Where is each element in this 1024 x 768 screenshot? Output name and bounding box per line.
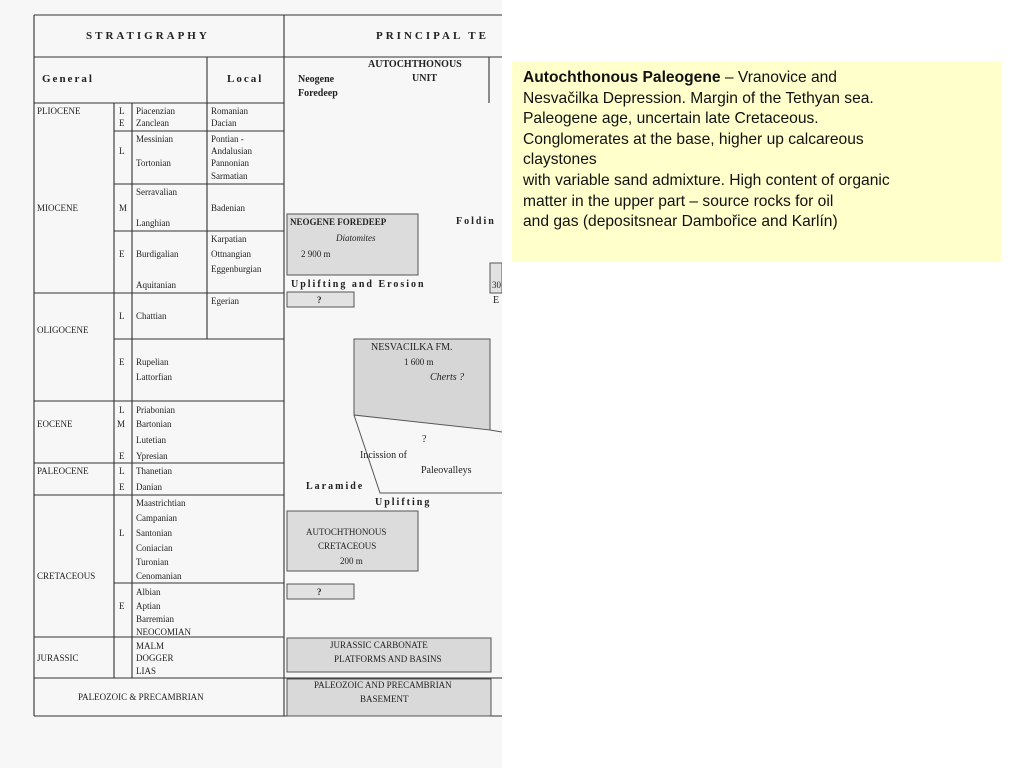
description-line: – Vranovice and xyxy=(720,69,837,86)
stage-malm: MALM xyxy=(136,641,165,651)
local-sarmatian: Sarmatian xyxy=(211,171,248,181)
sub-pliocene-e: E xyxy=(119,118,125,128)
diatomites-label: Diatomites xyxy=(336,233,376,243)
stage-coniacian: Coniacian xyxy=(136,543,173,553)
header-neogene: Neogene xyxy=(298,74,335,85)
paleovalleys-label: Paleovalleys xyxy=(421,465,472,476)
description-line: matter in the upper part – source rocks for oil xyxy=(523,192,834,210)
stage-tortonian: Tortonian xyxy=(136,158,171,168)
jurassic-platforms-line1: JURASSIC CARBONATE xyxy=(330,640,428,650)
sub-eocene-e: E xyxy=(119,451,125,461)
local-pannonian: Pannonian xyxy=(211,158,249,168)
epoch-paleocene: PALEOCENE xyxy=(37,466,89,476)
sub-miocene-l: L xyxy=(119,146,125,156)
stage-maastrichtian: Maastrichtian xyxy=(136,498,186,508)
description-line: Paleogene age, uncertain late Cretaceous. xyxy=(523,110,819,128)
paleozoic-basement-line1: PALEOZOIC AND PRECAMBRIAN xyxy=(314,680,452,690)
sub-miocene-m: M xyxy=(119,203,128,213)
local-eggenburgian: Eggenburgian xyxy=(211,264,262,274)
stage-messinian: Messinian xyxy=(136,134,173,144)
stage-lutetian: Lutetian xyxy=(136,435,166,445)
description-line: Conglomerates at the base, higher up calcareous xyxy=(523,130,864,148)
sub-oligocene-e: E xyxy=(119,357,125,367)
epoch-jurassic: JURASSIC xyxy=(37,653,79,663)
uplifting-label: Uplifting xyxy=(375,497,432,508)
local-ottnangian: Ottnangian xyxy=(211,249,251,259)
sub-paleocene-e: E xyxy=(119,482,125,492)
epoch-oligocene: OLIGOCENE xyxy=(37,325,89,335)
neogene-thickness: 2 900 m xyxy=(301,249,331,259)
stratigraphy-chart-image xyxy=(0,0,502,768)
stage-turonian: Turonian xyxy=(136,557,169,567)
stage-campanian: Campanian xyxy=(136,513,177,523)
stage-serravalian: Serravalian xyxy=(136,187,177,197)
neogene-foredeep-label: NEOGENE FOREDEEP xyxy=(290,217,387,227)
stage-santonian: Santonian xyxy=(136,528,172,538)
header-general: General xyxy=(42,73,94,85)
epoch-paleozoic: PALEOZOIC & PRECAMBRIAN xyxy=(78,692,204,702)
question-mark-3: ? xyxy=(317,587,322,597)
stage-chattian: Chattian xyxy=(136,311,167,321)
stage-thanetian: Thanetian xyxy=(136,466,172,476)
sub-paleocene-l: L xyxy=(119,466,125,476)
autochthonous-cretaceous-line2: CRETACEOUS xyxy=(318,541,377,551)
sub-miocene-e: E xyxy=(119,249,125,259)
header-unit: UNIT xyxy=(412,73,438,84)
stage-lattorfian: Lattorfian xyxy=(136,372,172,382)
question-mark-2: ? xyxy=(422,434,427,445)
stage-rupelian: Rupelian xyxy=(136,357,169,367)
stage-albian: Albian xyxy=(136,587,161,597)
stage-lias: LIAS xyxy=(136,666,156,676)
header-principal: PRINCIPAL TE xyxy=(376,30,489,42)
description-callout xyxy=(512,61,1001,262)
description-line: Nesvačilka Depression. Margin of the Tethyan sea. xyxy=(523,89,874,107)
header-stratigraphy: STRATIGRAPHY xyxy=(86,30,210,42)
uplifting-erosion-label: Uplifting and Erosion xyxy=(291,279,426,290)
epoch-cretaceous: CRETACEOUS xyxy=(37,571,96,581)
sub-eocene-m: M xyxy=(117,419,126,429)
epoch-eocene: EOCENE xyxy=(37,419,73,429)
sub-cretaceous-l: L xyxy=(119,528,125,538)
incission-label: Incission of xyxy=(360,450,407,461)
paleozoic-basement-line2: BASEMENT xyxy=(360,694,409,704)
stage-langhian: Langhian xyxy=(136,218,170,228)
stage-dogger: DOGGER xyxy=(136,653,174,663)
local-karpatian: Karpatian xyxy=(211,234,247,244)
local-dacian: Dacian xyxy=(211,118,237,128)
description-line: claystones xyxy=(523,151,597,169)
jurassic-platforms-line2: PLATFORMS AND BASINS xyxy=(334,654,442,664)
local-badenian: Badenian xyxy=(211,203,245,213)
stage-danian: Danian xyxy=(136,482,162,492)
description-line: with variable sand admixture. High content of organic xyxy=(523,171,890,189)
sub-oligocene-l: L xyxy=(119,311,125,321)
header-autochthonous: AUTOCHTHONOUS xyxy=(368,59,462,70)
nesvacilka-thickness: 1 600 m xyxy=(404,357,434,367)
stage-barremian: Barremian xyxy=(136,614,174,624)
nesvacilka-fm-label: NESVACILKA FM. xyxy=(371,342,453,353)
header-local: Local xyxy=(227,73,264,85)
stage-burdigalian: Burdigalian xyxy=(136,249,179,259)
local-egerian: Egerian xyxy=(211,296,239,306)
stage-aptian: Aptian xyxy=(136,601,161,611)
epoch-pliocene: PLIOCENE xyxy=(37,106,81,116)
stage-ypresian: Ypresian xyxy=(136,451,168,461)
stage-priabonian: Priabonian xyxy=(136,405,175,415)
laramide-label: Laramide xyxy=(306,481,365,492)
stage-cenomanian: Cenomanian xyxy=(136,571,182,581)
stage-aquitanian: Aquitanian xyxy=(136,280,176,290)
header-foredeep: Foredeep xyxy=(298,88,338,99)
stage-neocomian: NEOCOMIAN xyxy=(136,627,191,637)
stage-bartonian: Bartonian xyxy=(136,419,172,429)
epoch-miocene: MIOCENE xyxy=(37,203,78,213)
local-romanian: Romanian xyxy=(211,106,248,116)
local-pontian: Pontian - xyxy=(211,134,244,144)
stage-piacenzian: Piacenzian xyxy=(136,106,175,116)
sub-pliocene-l: L xyxy=(119,106,125,116)
autochthonous-cretaceous-thickness: 200 m xyxy=(340,556,363,566)
description-title: Autochthonous Paleogene xyxy=(523,69,721,86)
stage-zanclean: Zanclean xyxy=(136,118,169,128)
question-mark-1: ? xyxy=(317,295,322,305)
folding-label: Foldin xyxy=(456,216,496,227)
local-andalusian: Andalusian xyxy=(211,146,252,156)
autochthonous-cretaceous-line1: AUTOCHTHONOUS xyxy=(306,527,387,537)
edge-mark-e: E xyxy=(493,295,500,306)
cherts-label: Cherts ? xyxy=(430,372,465,383)
edge-mark-30: 30 xyxy=(492,280,501,290)
sub-eocene-l: L xyxy=(119,405,125,415)
description-line: and gas (depositsnear Dambořice and Karlín) xyxy=(523,213,838,231)
sub-cretaceous-e: E xyxy=(119,601,125,611)
